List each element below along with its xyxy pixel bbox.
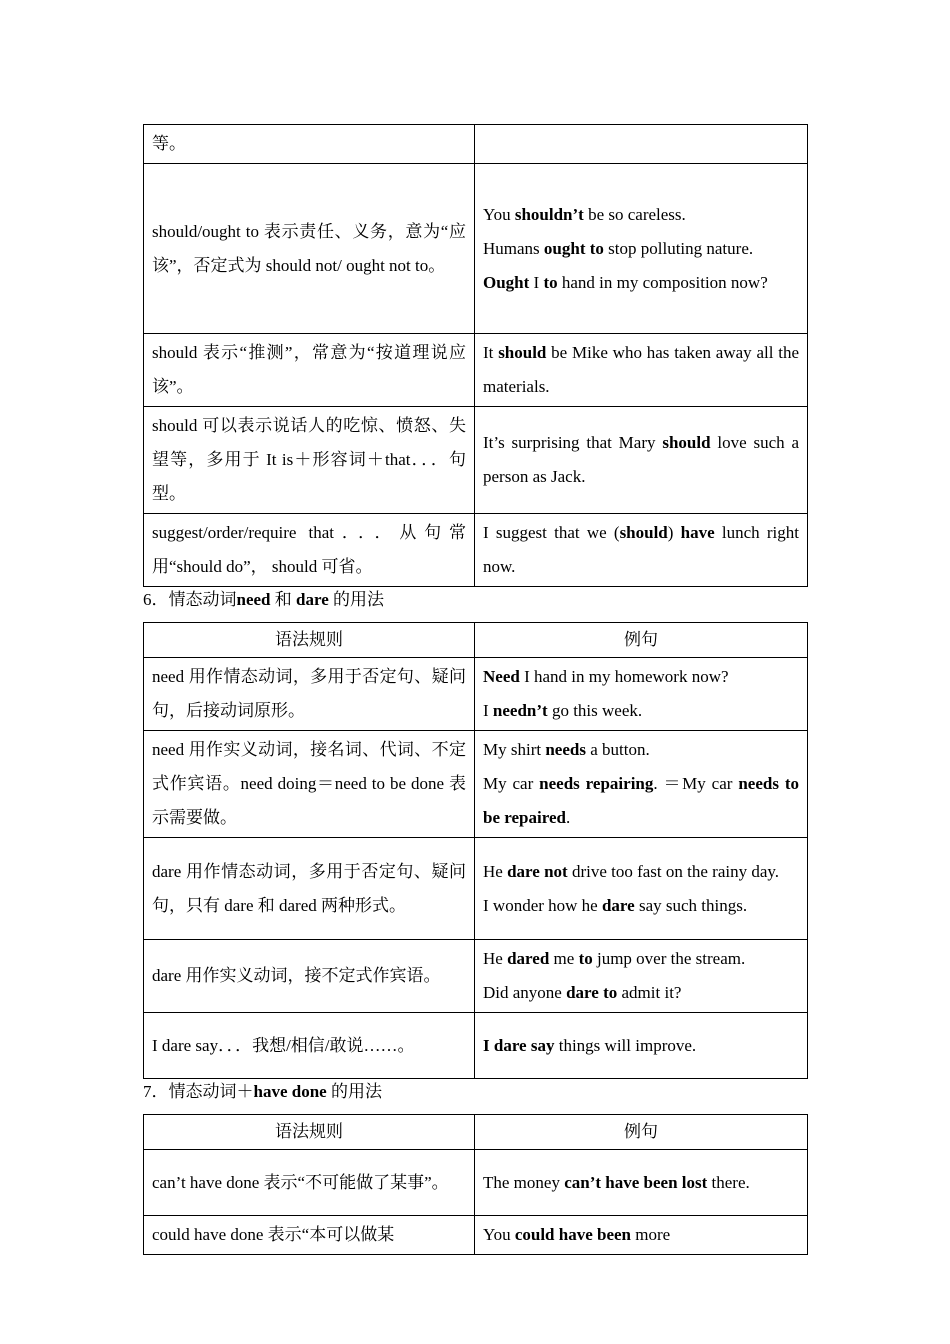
text-run: things will improve. (554, 1035, 697, 1055)
table-row (144, 1150, 808, 1216)
table-row (144, 940, 808, 1013)
bold-text: have (680, 523, 715, 542)
example-cell (475, 164, 808, 334)
table-row (144, 731, 808, 838)
text-run: My car (483, 774, 540, 793)
text-run: jump over the stream. (592, 949, 746, 968)
rule-cell: I dare say．．．我想/相信/敢说……。 (144, 1013, 475, 1079)
text-run: hand in my composition now? (557, 272, 768, 292)
table-should-usage (143, 124, 808, 587)
text-run: go this week. (547, 701, 643, 720)
text-run: It (483, 343, 499, 362)
example-sentence (483, 889, 799, 923)
text-run: there. (707, 1172, 750, 1192)
rule-cell: should 表示“推测”，常意为“按道理说应该”。 (144, 334, 475, 407)
example-cell (475, 731, 808, 838)
bold-text: dared (507, 949, 550, 968)
table-row (144, 1013, 808, 1079)
text-run: love such a person as Jack. (483, 433, 799, 486)
example-cell (475, 940, 808, 1013)
header-rule: 语法规则 (144, 1115, 475, 1150)
text-run: more (631, 1225, 671, 1244)
text-run: He (483, 861, 508, 881)
example-sentence (483, 516, 799, 584)
bold-text: dare (601, 895, 635, 915)
table-modal-have-done (143, 1114, 808, 1255)
text-run: Did anyone (483, 983, 567, 1002)
example-cell (475, 125, 808, 164)
text-run: 的用法 (328, 590, 384, 609)
example-sentence (483, 426, 799, 494)
text-run: I wonder how he (483, 895, 602, 915)
table-body (144, 623, 808, 1079)
header-rule: 语法规则 (144, 623, 475, 658)
text-run: I (529, 272, 544, 292)
example-sentence (483, 1218, 799, 1252)
text-run: lunch right now. (483, 523, 799, 576)
bold-text: needs (545, 740, 586, 759)
table-row (144, 407, 808, 514)
bold-text: I dare say (483, 1035, 555, 1055)
example-cell (475, 1013, 808, 1079)
bold-text: could have been (514, 1225, 632, 1244)
example-sentence (483, 733, 799, 767)
example-cell (475, 514, 808, 587)
example-sentence (483, 336, 799, 404)
bold-text: Need (483, 667, 520, 686)
rule-cell: need 用作情态动词，多用于否定句、疑问句，后接动词原形。 (144, 658, 475, 731)
text-run: I (483, 701, 493, 720)
table-row (144, 838, 808, 940)
text-run: drive too fast on the rainy day. (567, 861, 780, 881)
bold-text: dare not (507, 861, 568, 881)
example-sentence (483, 767, 799, 835)
text-run: You (483, 204, 515, 224)
table-body (144, 1115, 808, 1255)
example-sentence (483, 694, 799, 728)
text-run: 和 (270, 590, 296, 609)
text-run: 6．情态动词 (143, 590, 237, 609)
rule-cell: should/ought to 表示责任、义务，意为“应该”，否定式为 should not/ ought not to。 (144, 164, 475, 334)
text-run: admit it? (617, 983, 682, 1002)
table-row (144, 514, 808, 587)
bold-text: needs repairing (539, 774, 654, 793)
text-run: stop polluting nature. (603, 238, 754, 258)
text-run: The money (483, 1172, 565, 1192)
example-cell (475, 658, 808, 731)
rule-cell: 等。 (144, 125, 475, 164)
rule-cell: should 可以表示说话人的吃惊、愤怒、失望等，多用于 It is＋形容词＋that．．．句型。 (144, 407, 475, 514)
table-row (144, 1216, 808, 1255)
bold-text: should (498, 343, 547, 362)
table-need-dare (143, 622, 808, 1079)
table-row (144, 658, 808, 731)
text-run: ) (667, 523, 681, 542)
bold-text: shouldn’t (514, 204, 584, 224)
header-example: 例句 (475, 1115, 808, 1150)
text-run: You (483, 1225, 515, 1244)
example-cell (475, 334, 808, 407)
header-example: 例句 (475, 623, 808, 658)
example-sentence (483, 942, 799, 976)
example-sentence (483, 855, 799, 889)
rule-cell: dare 用作实义动词，接不定式作宾语。 (144, 940, 475, 1013)
text-run: . ＝My car (653, 774, 739, 793)
section-7-heading (143, 1080, 807, 1104)
text-run: say such things. (634, 895, 748, 915)
example-sentence (483, 232, 799, 266)
text-run: me (549, 949, 579, 968)
bold-text: Ought (483, 272, 530, 292)
table-row (144, 125, 808, 164)
section-6-heading (143, 588, 807, 612)
bold-text: needn’t (492, 701, 548, 720)
text-run: He (483, 949, 508, 968)
text-run: It’s surprising that Mary (483, 433, 663, 452)
text-run: I hand in my homework now? (519, 667, 729, 686)
table-header-row (144, 1115, 808, 1150)
bold-text: should (619, 523, 668, 542)
rule-cell: dare 用作情态动词，多用于否定句、疑问句，只有 dare 和 dared 两种形式。 (144, 838, 475, 940)
document-page (143, 124, 807, 1255)
example-cell (475, 1216, 808, 1255)
example-cell (475, 1150, 808, 1216)
bold-text: should (662, 433, 711, 452)
text-run: be Mike who has taken away all the materials. (483, 343, 800, 396)
rule-cell: can’t have done 表示“不可能做了某事”。 (144, 1150, 475, 1216)
bold-text: to (578, 949, 593, 968)
example-cell (475, 407, 808, 514)
table-header-row (144, 623, 808, 658)
text-run: be so careless. (583, 204, 686, 224)
rule-cell: need 用作实义动词，接名词、代词、不定式作宾语。need doing＝need to be done 表示需要做。 (144, 731, 475, 838)
text-run: 7．情态动词＋ (143, 1082, 254, 1101)
bold-text: dare to (566, 983, 618, 1002)
example-sentence (483, 1029, 799, 1063)
example-sentence (483, 1166, 799, 1200)
text-run: My shirt (483, 740, 546, 759)
example-sentence (483, 976, 799, 1010)
rule-cell: could have done 表示“本可以做某 (144, 1216, 475, 1255)
text-run: a button. (585, 740, 650, 759)
example-sentence (483, 660, 799, 694)
bold-text: can’t have been lost (564, 1172, 708, 1192)
table-row (144, 164, 808, 334)
example-sentence (483, 198, 799, 232)
rule-cell: suggest/order/require that．．．从句常用“should do”， should 可省。 (144, 514, 475, 587)
bold-text: to (543, 272, 558, 292)
bold-text: ought to (543, 238, 604, 258)
table-body (144, 125, 808, 587)
bold-text: have done (253, 1082, 327, 1101)
bold-text: needs to be repaired (483, 774, 799, 827)
example-sentence (483, 266, 799, 300)
text-run: 的用法 (326, 1082, 382, 1101)
bold-text: need (236, 590, 271, 609)
example-cell (475, 838, 808, 940)
text-run: . (565, 808, 571, 827)
bold-text: dare (296, 590, 329, 609)
text-run: Humans (483, 238, 544, 258)
text-run: I suggest that we ( (483, 523, 620, 542)
table-row (144, 334, 808, 407)
